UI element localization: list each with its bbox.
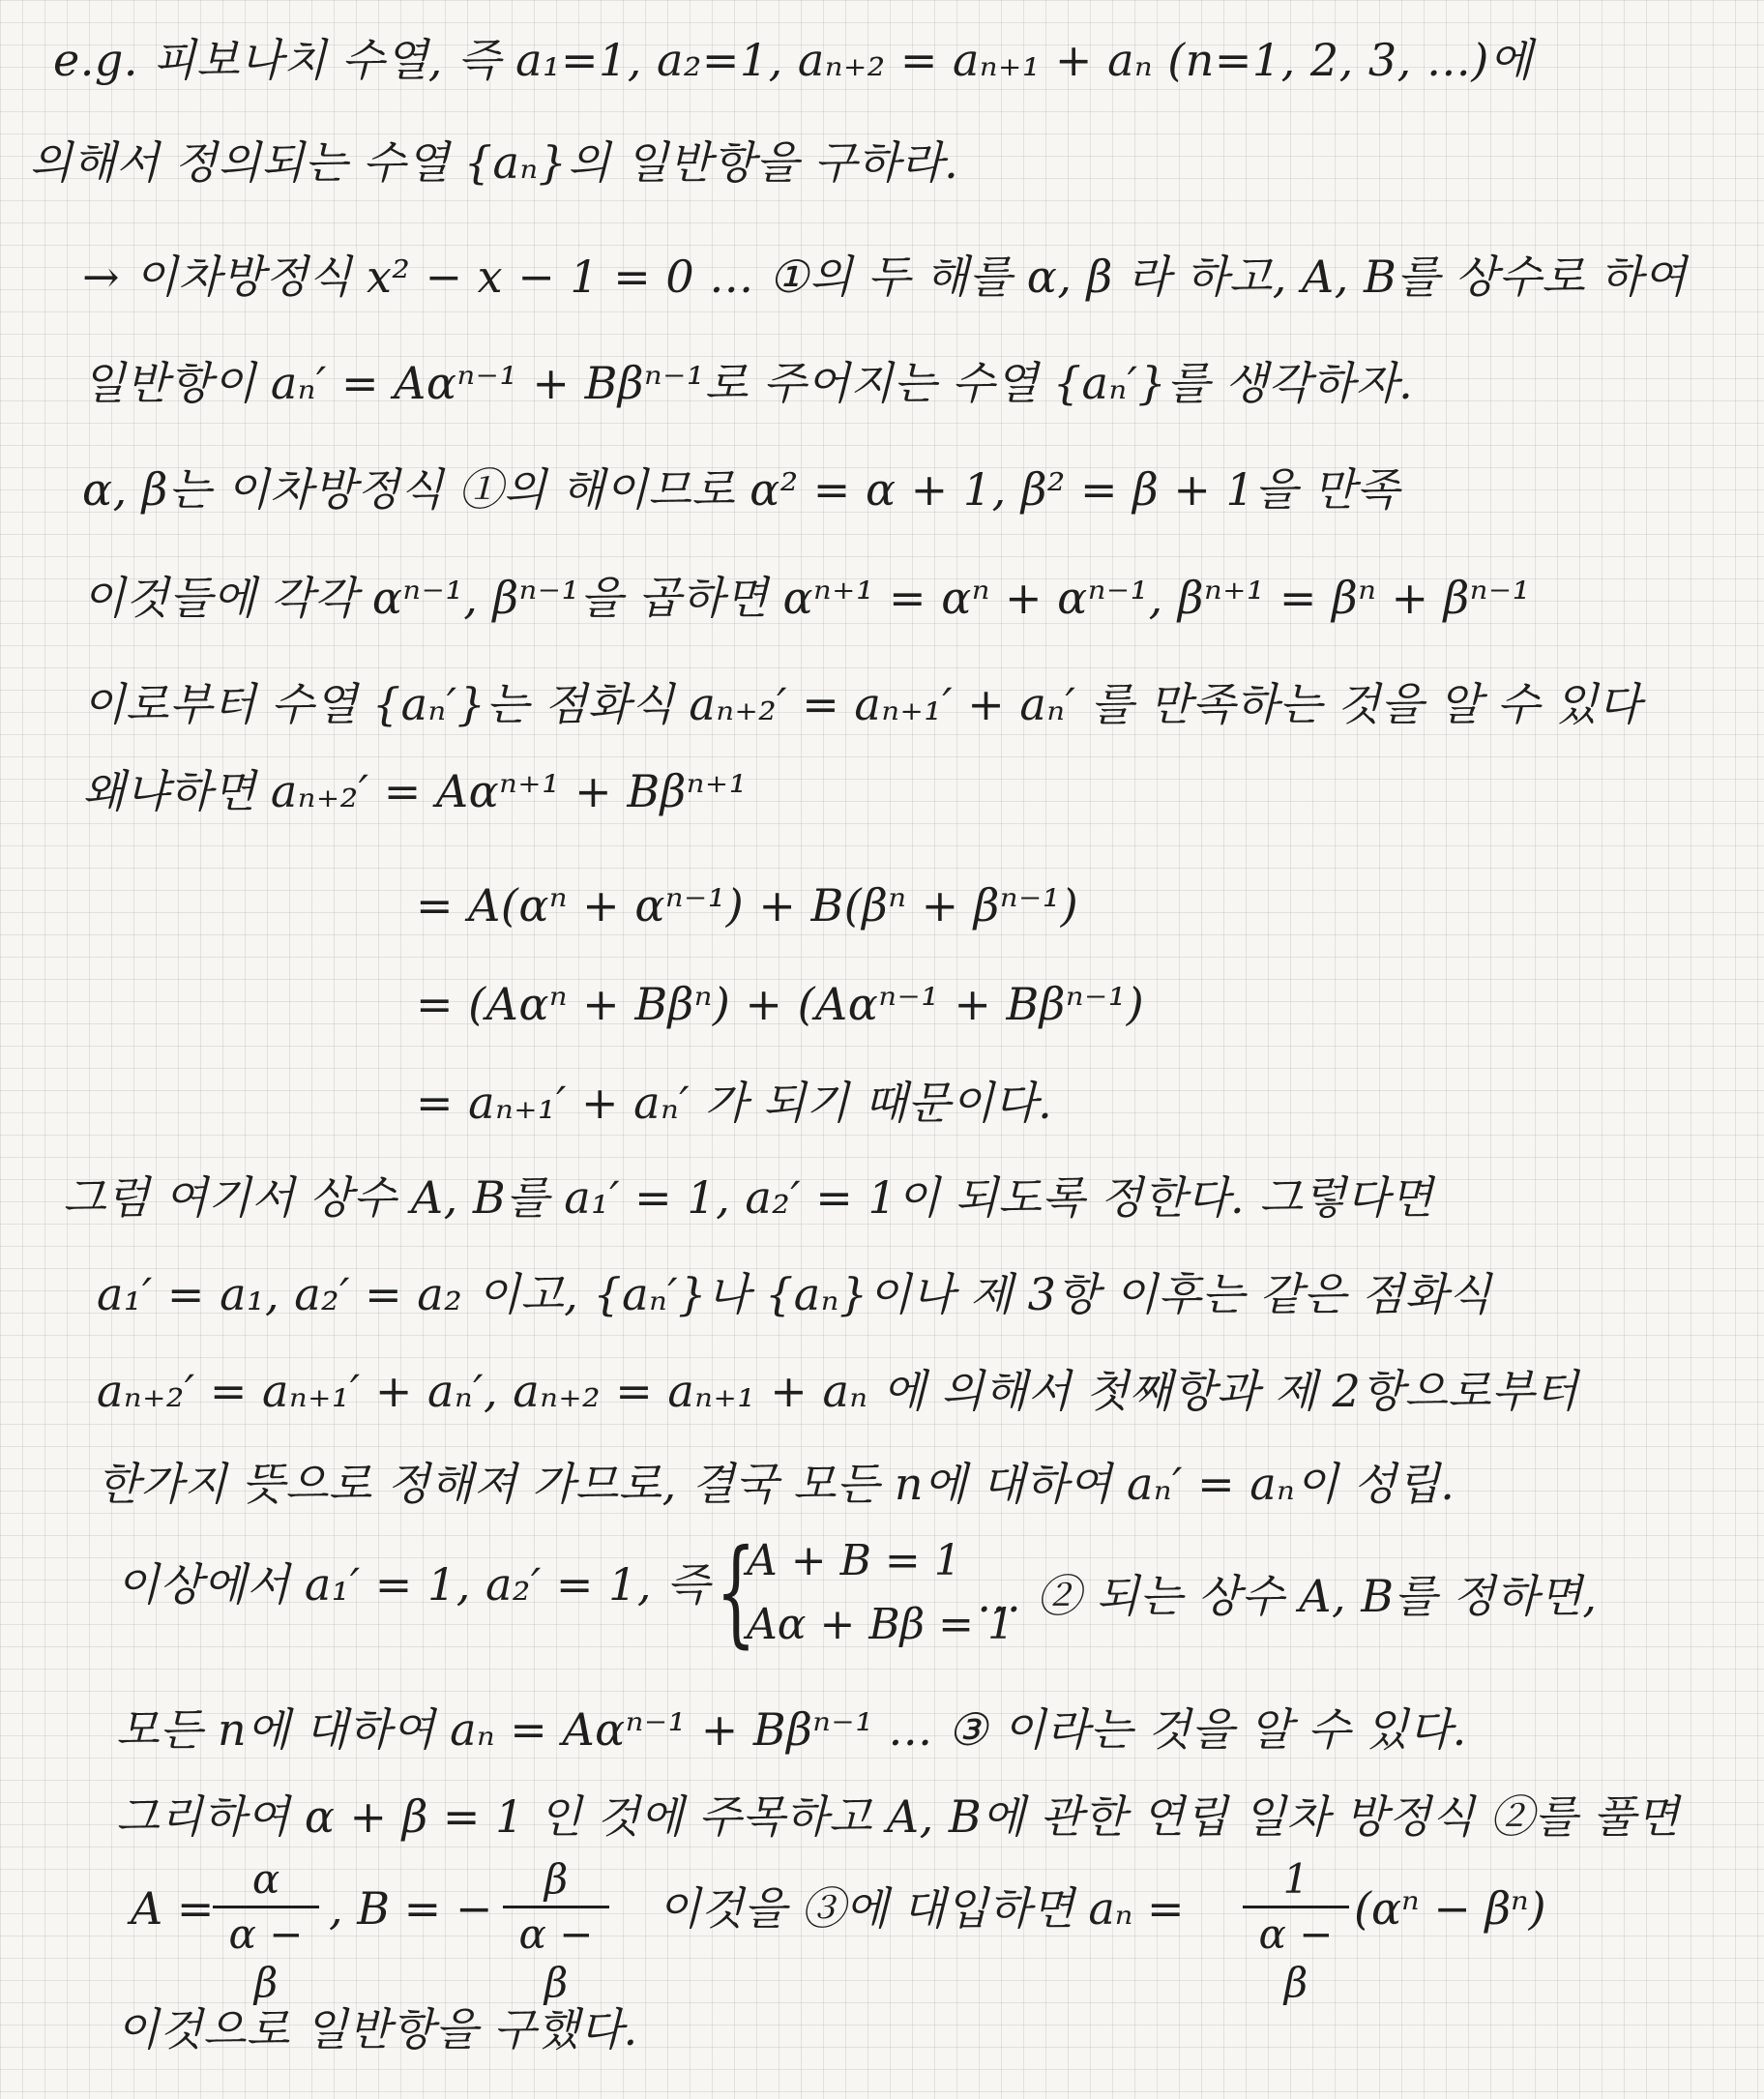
b-fraction (503, 1855, 609, 2007)
result-line-1: 모든 n에 대하여 aₙ = Aαⁿ⁻¹ + Bβⁿ⁻¹ … ③ 이라는 것을 알 수 있다. (116, 1703, 1467, 1756)
system-tail: … ② 되는 상수 A, B를 정하면, (977, 1570, 1598, 1622)
fraction-bar (503, 1906, 609, 1908)
constants-line-2: a₁′ = a₁, a₂′ = a₂ 이고, {aₙ′}나 {aₙ}이나 제 3항 이후는 같은 점화식 (97, 1268, 1492, 1320)
substitute-text: 이것을 ③에 대입하면 aₙ = (658, 1882, 1185, 1935)
solution-line-1: → 이차방정식 x² − x − 1 = 0 … ①의 두 해를 α, β 라 하고, A, B를 상수로 하여 (82, 251, 1688, 303)
b-numerator: β (544, 1855, 569, 1903)
result-line-2: 그리하여 α + β = 1 인 것에 주목하고 A, B에 관한 연립 일차 방정식 ②를 풀면 (116, 1790, 1680, 1843)
constants-line-3: aₙ₊₂′ = aₙ₊₁′ + aₙ′, aₙ₊₂ = aₙ₊₁ + aₙ 에 의해서 첫째항과 제 2항으로부터 (97, 1365, 1578, 1417)
an-numerator: 1 (1282, 1855, 1309, 1903)
fraction-bar (213, 1906, 319, 1908)
a-numerator: α (251, 1855, 280, 1903)
b-label: , B = − (329, 1882, 493, 1935)
proof-line-3: = (Aαⁿ + Bβⁿ) + (Aαⁿ⁻¹ + Bβⁿ⁻¹) (416, 978, 1145, 1030)
an-tail: (αⁿ − βⁿ) (1354, 1882, 1546, 1935)
b-denominator: α − β (518, 1910, 594, 2006)
solution-line-5: 이로부터 수열 {aₙ′}는 점화식 aₙ₊₂′ = aₙ₊₁′ + aₙ′ 를 만족하는 것을 알 수 있다 (82, 678, 1642, 730)
solution-line-3: α, β는 이차방정식 ①의 해이므로 α² = α + 1, β² = β + 1을 만족 (82, 463, 1400, 516)
a-fraction (213, 1855, 319, 2007)
constants-line-4: 한가지 뜻으로 정해져 가므로, 결국 모든 n에 대하여 aₙ′ = aₙ이 성립. (97, 1458, 1455, 1510)
proof-line-1: 왜냐하면 aₙ₊₂′ = Aαⁿ⁺¹ + Bβⁿ⁺¹ (82, 765, 748, 817)
system-equation-2: Aα + Bβ = 1 (747, 1600, 1014, 1649)
solution-line-4: 이것들에 각각 αⁿ⁻¹, βⁿ⁻¹을 곱하면 αⁿ⁺¹ = αⁿ + αⁿ⁻¹, βⁿ⁺¹ = βⁿ + βⁿ⁻¹ (82, 572, 1531, 624)
fraction-bar (1243, 1906, 1349, 1908)
system-intro: 이상에서 a₁′ = 1, a₂′ = 1, 즉 (116, 1558, 711, 1611)
constants-line-1: 그럼 여기서 상수 A, B를 a₁′ = 1, a₂′ = 1이 되도록 정한다. 그렇다면 (63, 1171, 1433, 1224)
proof-line-2: = A(αⁿ + αⁿ⁻¹) + B(βⁿ + βⁿ⁻¹) (416, 879, 1079, 931)
brace-icon: { (716, 1525, 756, 1660)
system-equation-1: A + B = 1 (747, 1536, 961, 1585)
an-denominator: α − β (1258, 1910, 1334, 2006)
an-fraction (1243, 1855, 1349, 2007)
a-label: A = (131, 1882, 215, 1935)
conclusion-line: 이것으로 일반항을 구했다. (116, 2003, 638, 2055)
equation-system (716, 1525, 1014, 1662)
problem-line-1: e.g. 피보나치 수열, 즉 a₁=1, a₂=1, aₙ₊₂ = aₙ₊₁ + aₙ (n=1, 2, 3, …)에 (53, 34, 1533, 86)
solution-line-2: 일반항이 aₙ′ = Aαⁿ⁻¹ + Bβⁿ⁻¹로 주어지는 수열 {aₙ′}를 생각하자. (82, 357, 1414, 409)
problem-line-2: 의해서 정의되는 수열 {aₙ}의 일반항을 구하라. (29, 136, 959, 189)
a-denominator: α − β (228, 1910, 304, 2006)
proof-line-4: = aₙ₊₁′ + aₙ′ 가 되기 때문이다. (416, 1077, 1053, 1129)
